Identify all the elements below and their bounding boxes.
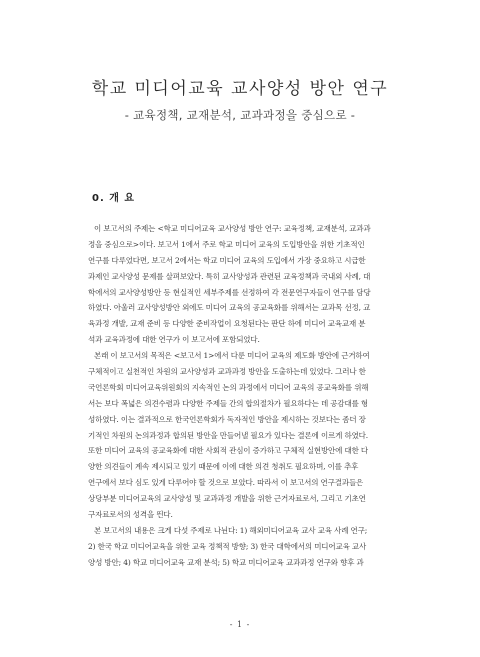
paragraph-line: 구자료로서의 성격을 띈다. — [88, 510, 173, 520]
paragraph-line: 연구에서 보다 심도 있게 다루어야 할 것으로 보았다. 따라서 이 보고서의 연구결과들은 — [88, 478, 364, 488]
paragraph-line: 이 보고서의 주제는 <학교 미디어교육 교사양성 방안 연구: 교육정책, 교재분석, 교과과 — [94, 224, 371, 233]
paragraph-line: 하였다. 아울러 교사양성방안 외에도 미디어 교육의 공교육화를 위해서는 교과목 선정, 교 — [88, 303, 371, 313]
body-text — [88, 221, 405, 571]
document-subtitle: - 교육정책, 교재분석, 교과과정을 중심으로 - — [124, 108, 356, 122]
section-heading: 0. 개 요 — [92, 193, 136, 204]
paragraph-line: 본 보고서의 내용은 크게 다섯 주제로 나뉜다: 1) 해외미디어교육 교사 교육 사례 연구; — [94, 525, 368, 535]
paragraph-line: 상당부분 미디어교육의 교사양성 및 교과과정 개발을 위한 근거자료로서, 그리고 기초연 — [88, 494, 366, 504]
paragraph-line: 과제인 교사양성 문제를 살펴보았다. 특히 교사양성과 관련된 교육정책과 국내외 사례, 대 — [88, 271, 371, 281]
document-title: 학교 미디어교육 교사양성 방안 연구 — [91, 79, 389, 99]
paragraph-line: 정을 중심으로>이다. 보고서 1에서 주로 학교 미디어 교육의 도입방안을 위한 기초적인 — [88, 239, 365, 249]
paragraph-line: 연구를 다루었다면, 보고서 2에서는 학교 미디어 교육의 도입에서 가장 중요하고 시급한 — [88, 255, 366, 265]
page-number: - 1 - — [229, 620, 251, 629]
paragraph-line: 또한 미디어 교육의 공교육화에 대한 사회적 관심이 증가하고 구체적 실현방안에 대한 다 — [88, 446, 368, 456]
paragraph-line: 기적인 차원의 논의과정과 합의된 방안을 만들어낼 필요가 있다는 결론에 이르게 하였다. — [88, 430, 368, 440]
paragraph-line: 양성 방안; 4) 학교 미디어교육 교재 분석; 5) 학교 미디어교육 교과과정 연구와 향후 과 — [88, 557, 364, 567]
paragraph-line: 육과정 개발, 교재 준비 등 다양한 준비작업이 요청된다는 판단 하에 미디어 교육교재 분 — [88, 319, 366, 329]
paragraph-line: 본래 이 보고서의 목적은 <보고서 1>에서 다룬 미디어 교육의 제도화 방안에 근거하여 — [94, 351, 370, 361]
paragraph-line: 학에서의 교사양성방안 등 현실적인 세부주제를 선정하여 각 전문연구자들이 연구를 담당 — [88, 287, 371, 297]
paragraph-line: 구체적이고 실천적인 차원의 교사양성과 교과과정 방안을 도출하는데 있었다. 그러나 한 — [88, 367, 366, 377]
paragraph-line: 석과 교육과정에 대한 연구가 이 보고서에 포함되었다. — [88, 335, 260, 345]
paragraph-line: 양한 의견들이 계속 제시되고 있기 때문에 이에 대한 의견 청취도 필요하며, 이를 추후 — [88, 462, 359, 472]
paragraph-line: 서는 보다 폭넓은 의견수렴과 다양한 주제들 간의 합의절차가 필요하다는 데 공감대를 형 — [88, 398, 368, 408]
paragraph-line: 성하였다. 이는 결과적으로 한국언론학회가 독자적인 방안을 제시하는 것보다는 좀더 장 — [88, 414, 366, 424]
paragraph-line: 2) 한국 학교 미디어교육을 위한 교육 정책적 방향; 3) 한국 대학에서의 미디어교육 교사 — [88, 541, 367, 551]
paragraph-line: 국언론학회 미디어교육위원회의 지속적인 논의 과정에서 미디어 교육의 공교육화를 위해 — [88, 382, 369, 392]
